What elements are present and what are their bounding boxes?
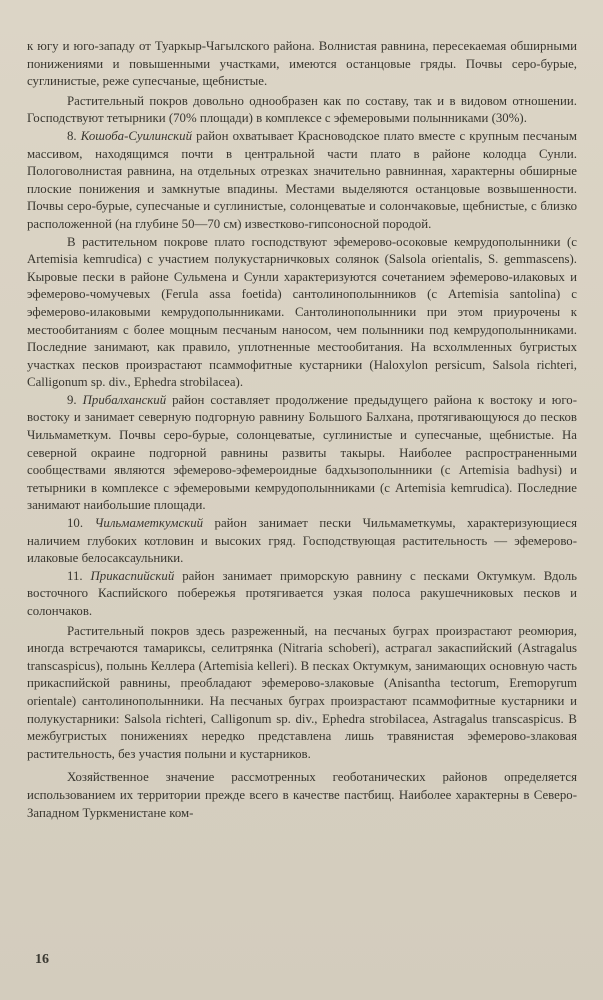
paragraph-caspian-vegetation [27,623,577,764]
region-number: 11. [67,568,83,583]
paragraph-continuation [27,38,577,91]
paragraph-text: район занимает приморскую равнину с песками Октумкум. Вдоль восточного Каспийского побережья протягивается узкая полоса ракушечниковых песков и солончаков. [27,568,578,618]
paragraph-text: Растительный покров здесь разреженный, на песчаных буграх произрастают реомюрия, иногда встречаются тамариксы, селитрянка (Nitraria schoberi), астрагал закаспийский (Astragalus transcaspicus), полынь Келлера (Artemisia kelleri). В песках Октумкум, занимающих основную часть прикаспийской равнины, преобладают эфемерово-злаковые (Anisantha tectorum, Eremopyrum orientale) сантолинополынники. На песчаных буграх произрастают псаммофитные кустарники и полукустарники: Salsola richteri, Calligonum sp. div., Ephedra strobilacea, Astragalus transcaspicus. В межбугристых понижениях нередко представлена лишь травянистая эфемерово-злаковая растительность, без участия полыни и кустарников. [27,623,577,761]
region-name: Кошоба-Суилинский [80,128,193,143]
paragraph-text: Растительный покров довольно однообразен как по составу, так и в видовом отношении. Господствуют тетырники (70% площади) в комплексе с эфемеровыми полынниками (30%). [27,93,577,126]
paragraph-region-10 [27,515,577,568]
region-number: 10. [67,516,84,531]
paragraph-region-8 [27,128,577,234]
paragraph-region-9 [27,392,577,515]
region-number: 8. [67,128,77,143]
paragraph-vegetation-cover [27,93,577,128]
region-name: Чильмаметкумский [94,516,204,531]
paragraph-text: район занимает пески Чильмаметкумы, характеризующиеся наличием глубоких котловин и высоких гряд. Господствующая растительность — эфемерово-илаковые белосаксаульники. [27,516,577,566]
region-name: Прибалханский [82,392,167,407]
region-name: Прикаспийский [90,568,175,583]
paragraph-economic-significance [27,769,577,822]
paragraph-text: Хозяйственное значение рассмотренных геоботанических районов определяется использованием их территории прежде всего в качестве пастбищ. Наиболее характерны в Северо-Западном Туркменистане ком- [27,770,577,820]
paragraph-text: к югу и юго-западу от Туаркыр-Чагылского района. Волнистая равнина, пересекаемая обширными понижениями и повышенными участками, имеются останцовые гряды. Почвы серо-бурые, суглинистые, реже супесчаные, щебнистые. [27,39,577,89]
paragraph-text: район составляет продолжение предыдущего района к востоку и юго-востоку и занимает северную подгорную равнину Большого Балхана, протягивающуюся до песков Чильмаметкум. Почвы серо-бурые, солонцеватые, суглинистые и супесчаные, щебнистые. На северной окраине подгорной равнины развиты такыры. Наиболее распространенными сообществами являются эфемерово-эфемероидные бадхызополынники (с Artemisia badhysi) и тетырники в комплексе с эфемеровыми кемрудополынниками (с Artemisia kemrudica). Последние занимают наибольшие площади. [27,392,577,513]
paragraph-text: район охватывает Красноводское плато вместе с крупным песчаным массивом, находящимся почти в центральной части плато в районе колодца Сунли. Пологоволнистая равнина, на отдельных отрезках значительно равнинная, характерны обширные плоские понижения и замкнутые впадины. Местами выделяются останцовые возвышенности. Почвы серо-бурые, супесчаные и суглинистые, солонцеватые и солончаковые, щебнистые, с близко расположенной (на глубине 50—70 см) известково-гипсоносной породой. [27,128,578,231]
paragraph-text: В растительном покрове плато господствуют эфемерово-осоковые кемрудополынники (с Artemisia kemrudica) с участием полукустарничковых солянок (Salsola orientalis, S. gemmascens). Кыровые пески в районе Сульмена и Сунли характеризуются сочетанием эфемерово-илаковых и эфемерово-чомучевых (Ferula assa foetida) сантолинополынников (с Artemisia santolina) с эфемерово-илаковыми кемрудополынниками. Сантолинополынники при этом приурочены к местообитаниям с более мощным песчаным наносом, чем полынники под кемрудополынниками. Последние занимают, как правило, уплотненные местообитания. На всхолмленных бугристых участках песков произрастают псаммофитные кустарники (Haloxylon persicum, Salsola richteri, Calligonum sp. div., Ephedra strobilacea). [27,234,577,390]
paragraph-region-11 [27,568,577,621]
page-number: 16 [35,952,49,967]
page-body-text [27,38,577,822]
region-number: 9. [67,392,77,407]
paragraph-plateau-vegetation [27,234,577,392]
